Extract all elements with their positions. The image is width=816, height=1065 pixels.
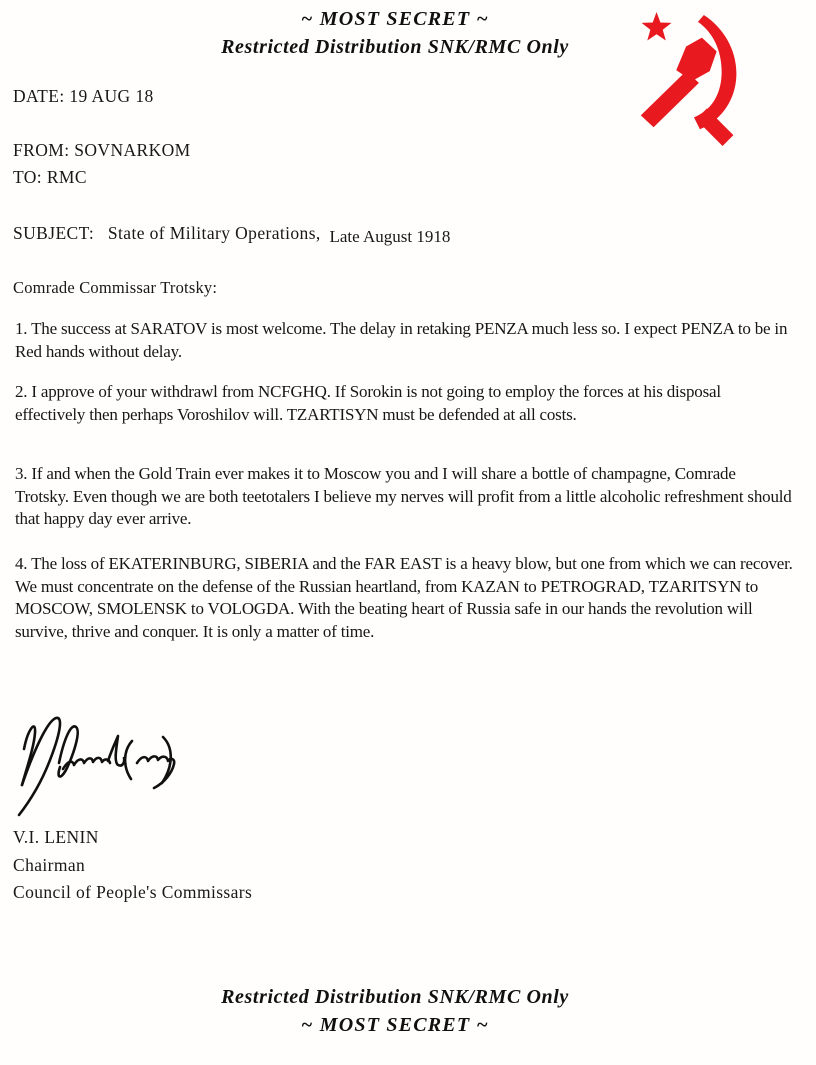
body-paragraph-2: 2. I approve of your withdrawl from NCFGHQ. If Sorokin is not going to employ the forces at his disposal effectively then perhaps Voroshilov will. TZARTISYN must be defended at all costs. <box>15 382 721 424</box>
header-distribution-line: Restricted Distribution SNK/RMC Only <box>221 36 569 58</box>
date-line: DATE: 19 AUG 18 <box>13 86 154 106</box>
signer-title: Chairman <box>13 854 86 875</box>
signer-name: V.I. LENIN <box>13 827 99 847</box>
body-paragraph-3: 3. If and when the Gold Train ever makes it to Moscow you and I will share a bottle of champagne, Comrade Trotsky. Even though we are both teetotalers I believe my nerves will profit from a little alcoholic refreshment should that happy day ever arrive. <box>15 464 792 528</box>
signer-organization: Council of People's Commissars <box>13 882 253 902</box>
lenin-signature <box>6 703 186 821</box>
body-paragraph-1: 1. The success at SARATOV is most welcome. The delay in retaking PENZA much less so. I expect PENZA to be in Red hands without delay. <box>15 319 788 361</box>
subject-line <box>13 223 450 244</box>
footer-distribution-line: Restricted Distribution SNK/RMC Only <box>221 986 569 1008</box>
star-icon <box>642 12 672 40</box>
hammer-and-sickle-icon <box>627 5 760 151</box>
body-paragraph-4: 4. The loss of EKATERINBURG, SIBERIA and the FAR EAST is a heavy blow, but one from which we can recover. We must concentrate on the defense of the Russian heartland, from KAZAN to PETROGRAD, TZARITSYN to MOSCOW, SMOLENSK to VOLOGDA. With the beating heart of Russia safe in our hands the revolution will survive, thrive and conquer. It is only a matter of time. <box>15 554 793 641</box>
to-line: TO: RMC <box>13 167 87 187</box>
subject-date: Late August 1918 <box>329 227 451 246</box>
from-line: FROM: SOVNARKOM <box>13 140 191 160</box>
subject-label: SUBJECT: <box>13 223 95 243</box>
footer-classification: ~ MOST SECRET ~ <box>300 1014 490 1036</box>
subject-value: State of Military Operations, <box>107 223 321 243</box>
signer-block <box>13 824 252 907</box>
salutation: Comrade Commissar Trotsky: <box>13 278 218 297</box>
header-classification: ~ MOST SECRET ~ <box>300 8 490 30</box>
